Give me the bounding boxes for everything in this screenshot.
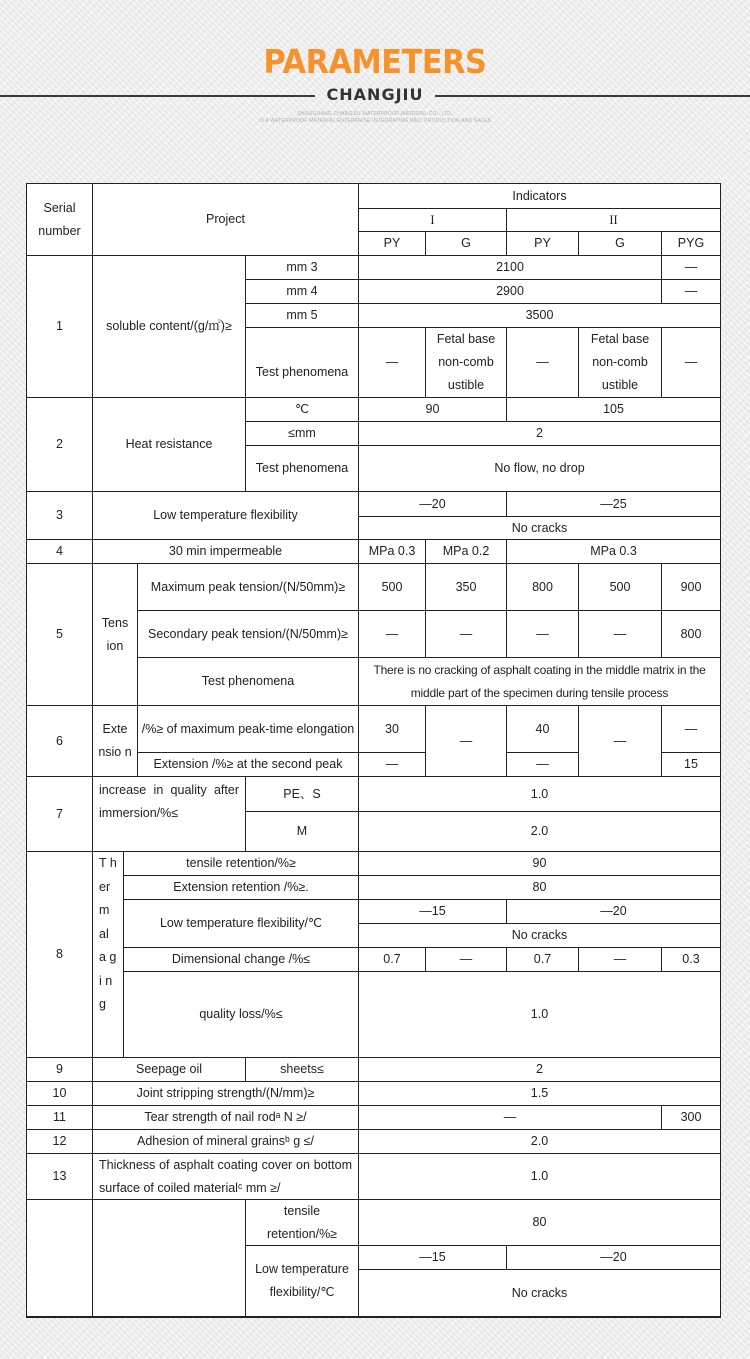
row2-sub-test: Test phenomena xyxy=(246,446,359,492)
row1-mm5-value: 3500 xyxy=(359,304,721,328)
row3-label: Low temperature flexibility xyxy=(93,492,359,540)
row14-temp-I: —15 xyxy=(359,1246,507,1270)
row5-max-pyg: 900 xyxy=(662,564,721,611)
row5-sub-secondary-peak: Secondary peak tension/(N/50mm)≥ xyxy=(138,611,359,658)
row1-mm3-value: 2100 xyxy=(359,256,662,280)
header-col-py-2: PY xyxy=(507,232,579,256)
header-serial xyxy=(27,184,93,256)
row6-max-pyg: — xyxy=(662,706,721,753)
row8-dim-pyg: 0.3 xyxy=(662,948,721,972)
row2-temp-I: 90 xyxy=(359,398,507,422)
row3-result: No cracks xyxy=(359,517,721,540)
row5-max-py1: 500 xyxy=(359,564,426,611)
row5-max-g2: 500 xyxy=(579,564,662,611)
parameters-table xyxy=(26,183,721,1318)
row6-second-py1: — xyxy=(359,753,426,777)
row7-serial: 7 xyxy=(27,777,93,852)
row7-label: increase in quality after immersion/%≤ xyxy=(93,777,246,852)
row1-sub-mm3: mm 3 xyxy=(246,256,359,280)
header-col-pyg: PYG xyxy=(662,232,721,256)
row13-value: 1.0 xyxy=(359,1154,721,1200)
row2-serial: 2 xyxy=(27,398,93,492)
row8-temp-I: —15 xyxy=(359,900,507,924)
header-project-text: Project xyxy=(206,212,245,226)
row6-sub-second-peak: Extension /%≥ at the second peak xyxy=(138,753,359,777)
row4-serial: 4 xyxy=(27,540,93,564)
row1-test-pyg: — xyxy=(662,328,721,398)
row1-sub-mm4: mm 4 xyxy=(246,280,359,304)
row5-test-value: There is no cracking of asphalt coating in the middle matrix in the middle part of the specimen during tensile process xyxy=(359,658,721,706)
row2-label: Heat resistance xyxy=(93,398,246,492)
row7-pes-value: 1.0 xyxy=(359,777,721,812)
header-serial-text: Serial number xyxy=(38,200,81,238)
row14-temp-II: —20 xyxy=(507,1246,721,1270)
header-col-g-1: G xyxy=(426,232,507,256)
row3-serial: 3 xyxy=(27,492,93,540)
brand-name: CHANGJIU xyxy=(326,85,424,104)
row9-serial: 9 xyxy=(27,1058,93,1082)
row10-serial: 10 xyxy=(27,1082,93,1106)
row1-mm4-value: 2900 xyxy=(359,280,662,304)
header-group-I: I xyxy=(359,209,507,232)
row5-sub-max-peak: Maximum peak tension/(N/50mm)≥ xyxy=(138,564,359,611)
row2-test-value: No flow, no drop xyxy=(359,446,721,492)
row5-sec-g1: — xyxy=(426,611,507,658)
row7-sub-pes: PE、S xyxy=(246,777,359,812)
header-col-py-1: PY xyxy=(359,232,426,256)
row12-label: Adhesion of mineral grainsᵇ g ≤/ xyxy=(93,1130,359,1154)
row8-sub-flex: Low temperature flexibility/℃ xyxy=(124,900,359,948)
row1-test-g1: Fetal base non-comb ustible xyxy=(426,328,507,398)
row2-sub-temp: ℃ xyxy=(246,398,359,422)
row8-quality-loss-value: 1.0 xyxy=(359,972,721,1058)
row5-sec-py1: — xyxy=(359,611,426,658)
row5-sec-py2: — xyxy=(507,611,579,658)
row6-sub-max-peak: /%≥ of maximum peak-time elongation xyxy=(138,706,359,753)
row14-sub-flex: Low temperature flexibility/℃ xyxy=(246,1246,359,1317)
row14-flex-result: No cracks xyxy=(359,1270,721,1317)
row10-label: Joint stripping strength/(N/mm)≥ xyxy=(93,1082,359,1106)
row8-sub-tensile: tensile retention/%≥ xyxy=(124,852,359,876)
row8-dim-py2: 0.7 xyxy=(507,948,579,972)
row8-extension-value: 80 xyxy=(359,876,721,900)
row8-sub-dimensional: Dimensional change /%≤ xyxy=(124,948,359,972)
row6-second-py2: — xyxy=(507,753,579,777)
row5-sec-pyg: 800 xyxy=(662,611,721,658)
row3-temp-II: —25 xyxy=(507,492,721,517)
row8-temp-II: —20 xyxy=(507,900,721,924)
company-tagline: IS A WATERPROOF MATERIAL ENTERPRISE INTEGRATING R&D, PRODUCTION AND SALES xyxy=(258,118,492,124)
row7-sub-m: M xyxy=(246,812,359,852)
row7-m-value: 2.0 xyxy=(359,812,721,852)
row1-mm4-pyg: — xyxy=(662,280,721,304)
row8-sub-quality-loss: quality loss/%≤ xyxy=(124,972,359,1058)
row8-dim-g1: — xyxy=(426,948,507,972)
row8-flex-result: No cracks xyxy=(359,924,721,948)
row12-value: 2.0 xyxy=(359,1130,721,1154)
row8-tensile-value: 90 xyxy=(359,852,721,876)
row13-serial: 13 xyxy=(27,1154,93,1200)
row14-tensile-value: 80 xyxy=(359,1200,721,1246)
row3-temp-I: —20 xyxy=(359,492,507,517)
row6-g2: — xyxy=(579,706,662,777)
row5-sub-test: Test phenomena xyxy=(138,658,359,706)
row10-value: 1.5 xyxy=(359,1082,721,1106)
row11-pyg: 300 xyxy=(662,1106,721,1130)
row8-dim-g2: — xyxy=(579,948,662,972)
row6-group: Exte nsio n xyxy=(93,706,138,777)
row2-temp-II: 105 xyxy=(507,398,721,422)
row8-dim-py1: 0.7 xyxy=(359,948,426,972)
row8-serial: 8 xyxy=(27,852,93,1058)
row14-sub-tensile: tensile retention/%≥ xyxy=(246,1200,359,1246)
row1-test-py1: — xyxy=(359,328,426,398)
row12-serial: 12 xyxy=(27,1130,93,1154)
row13-label: Thickness of asphalt coating cover on bottom surface of coiled materialᶜ mm ≥/ xyxy=(93,1154,359,1200)
row11-label: Tear strength of nail rodᵃ N ≥/ xyxy=(93,1106,359,1130)
row5-group: Tens ion xyxy=(93,564,138,706)
row9-value: 2 xyxy=(359,1058,721,1082)
row8-group: T h er m al a gi n g xyxy=(93,852,124,1058)
row1-sub-mm5: mm 5 xyxy=(246,304,359,328)
row4-label: 30 min impermeable xyxy=(93,540,359,564)
row5-max-py2: 800 xyxy=(507,564,579,611)
row14-label xyxy=(93,1200,246,1317)
row9-label: Seepage oil xyxy=(93,1058,246,1082)
company-subtitle: SHOUGUANG CHANGJIU WATERPROOF MATERIAL CO., LTD. xyxy=(297,111,453,117)
row5-serial: 5 xyxy=(27,564,93,706)
row4-value-II: MPa 0.3 xyxy=(507,540,721,564)
row6-max-py1: 30 xyxy=(359,706,426,753)
row6-g1: — xyxy=(426,706,507,777)
row5-sec-g2: — xyxy=(579,611,662,658)
page-title: PARAMETERS xyxy=(263,42,487,81)
row2-mm-value: 2 xyxy=(359,422,721,446)
row5-max-g1: 350 xyxy=(426,564,507,611)
row6-second-pyg: 15 xyxy=(662,753,721,777)
row1-serial: 1 xyxy=(27,256,93,398)
row1-sub-test: Test phenomena xyxy=(246,328,359,398)
row11-serial: 11 xyxy=(27,1106,93,1130)
header-col-g-2: G xyxy=(579,232,662,256)
row1-test-py2: — xyxy=(507,328,579,398)
row1-mm3-pyg: — xyxy=(662,256,721,280)
header-group-II: II xyxy=(507,209,721,232)
row1-test-g2: Fetal base non-comb ustible xyxy=(579,328,662,398)
row4-value-g1: MPa 0.2 xyxy=(426,540,507,564)
row14-serial xyxy=(27,1200,93,1317)
row4-value-py1: MPa 0.3 xyxy=(359,540,426,564)
row11-value: — xyxy=(359,1106,662,1130)
row6-max-py2: 40 xyxy=(507,706,579,753)
row9-sub: sheets≤ xyxy=(246,1058,359,1082)
row2-sub-mm: ≤mm xyxy=(246,422,359,446)
row1-label: soluble content/(g/㎡)≥ xyxy=(93,256,246,398)
header-indicators: Indicators xyxy=(359,184,721,209)
header-project xyxy=(93,184,359,256)
row8-sub-extension: Extension retention /%≥. xyxy=(124,876,359,900)
row6-serial: 6 xyxy=(27,706,93,777)
